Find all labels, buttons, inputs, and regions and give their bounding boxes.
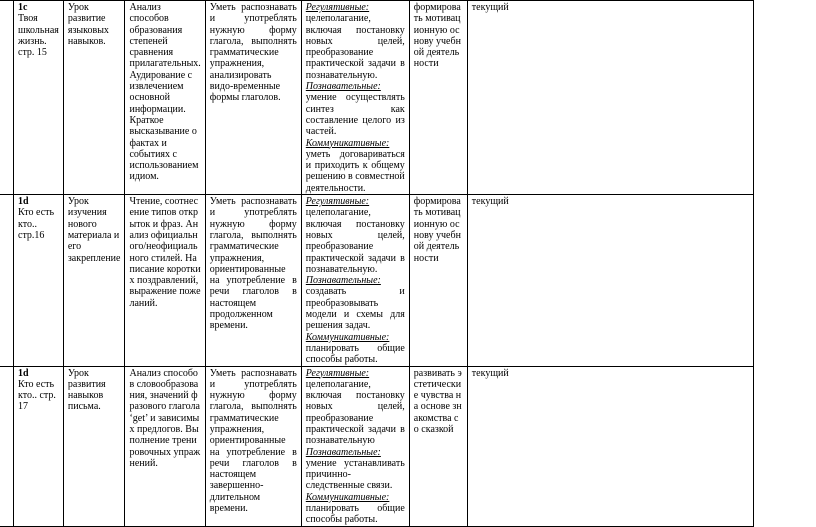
- uud-text-communicative: планировать общие способы работы.: [305, 503, 405, 526]
- lesson-topic-cell: [14, 366, 64, 526]
- lesson-topic: Кто есть кто.. стр. 17: [18, 378, 56, 413]
- control-type: текущий: [467, 366, 753, 526]
- lesson-content: Анализ способов образования степеней сравнения прилагательных. Аудирование с извлечением основной информации. Краткое высказывание о фактах и событиях с использованием идиом.: [125, 1, 205, 195]
- uud-cell: [301, 195, 409, 366]
- personal-results: формировать мотивационную основу учебной деятельности: [409, 195, 467, 366]
- uud-label-regulative: Регулятивные:: [305, 2, 370, 13]
- table-row: [0, 1, 753, 195]
- personal-results: развивать эстетические чувства на основе знакомства со сказкой: [409, 366, 467, 526]
- lesson-number: [0, 1, 14, 195]
- uud-text-cognitive: умение осуществлять синтез как составление целого из частей.: [305, 92, 405, 138]
- uud-text-regulative: целеполагание, включая постановку новых целей, преобразование практической задачи в познавательную.: [305, 207, 405, 275]
- control-type: текущий: [467, 1, 753, 195]
- uud-label-cognitive: Познавательные:: [305, 446, 381, 458]
- uud-cell: [301, 366, 409, 526]
- uud-label-regulative: Регулятивные:: [305, 196, 370, 208]
- uud-label-regulative: Регулятивные:: [305, 367, 370, 379]
- uud-text-regulative: целеполагание, включая постановку новых целей, преобразование практической задачи в познавательную: [305, 378, 405, 447]
- uud-label-communicative: Коммуникативные:: [305, 331, 390, 343]
- lesson-type: Урок развитие языковых навыков.: [63, 1, 125, 195]
- lesson-content: Анализ способов словообразования, значений фразового глагола ‘get’ и зависимых предлогов. Выполнение тренировочных упражнений.: [125, 366, 205, 526]
- lesson-topic: Твоя школьная жизнь. стр. 15: [18, 13, 59, 59]
- lesson-code: 1d: [18, 367, 29, 379]
- lesson-topic: Кто есть кто.. стр.16: [18, 207, 55, 241]
- lesson-type: Урок развития навыков письма.: [63, 366, 125, 526]
- uud-text-cognitive: умение устанавливать причинно-следственные связи.: [305, 457, 405, 492]
- lesson-code: 1c: [18, 2, 28, 13]
- lesson-number: [0, 366, 14, 526]
- uud-label-communicative: Коммуникативные:: [305, 137, 390, 149]
- uud-label-cognitive: Познавательные:: [305, 275, 381, 287]
- lesson-code: 1d: [18, 196, 29, 208]
- uud-label-cognitive: Познавательные:: [305, 81, 381, 93]
- uud-text-communicative: планировать общие способы работы.: [305, 342, 405, 366]
- uud-cell: [301, 1, 409, 195]
- uud-text-regulative: целеполагание, включая постановку новых целей, преобразование практической задачи в познавательную.: [305, 13, 405, 81]
- uud-text-communicative: уметь договариваться и приходить к общему решению в совместной деятельности.: [305, 148, 405, 194]
- uud-label-communicative: Коммуникативные:: [305, 491, 390, 503]
- table-row: [0, 195, 753, 366]
- personal-results: формировать мотивационную основу учебной деятельности: [409, 1, 467, 195]
- table-row: [0, 366, 753, 526]
- lesson-number: [0, 195, 14, 366]
- lesson-type: Урок изучения нового материала и его закрепление: [63, 195, 125, 366]
- lesson-topic-cell: [14, 195, 64, 366]
- lesson-topic-cell: [14, 1, 64, 195]
- lesson-skills: Уметь распознавать и употреблять нужную форму глагола, выполнять грамматические упражнения, ориентированные на употребление в речи глаголов в настоящем продолженном времени.: [205, 195, 301, 366]
- lesson-skills: Уметь распознавать и употреблять нужную форму глагола, выполнять грамматические упражнения, анализировать видо-временные формы глаголов.: [205, 1, 301, 195]
- lesson-skills: Уметь распознавать и употреблять нужную форму глагола, выполнять грамматические упражнения, ориентированные на употребление в речи глаголов в настоящем завершенно-длительном времени.: [205, 366, 301, 526]
- lesson-content: Чтение, соотнесение типов открыток и фраз. Анализ официального/неофициального стилей. Написание коротких поздравлений, выражение пожеланий.: [125, 195, 205, 366]
- uud-text-cognitive: создавать и преобразовывать модели и схемы для решения задач.: [305, 286, 405, 332]
- control-type: текущий: [467, 195, 753, 366]
